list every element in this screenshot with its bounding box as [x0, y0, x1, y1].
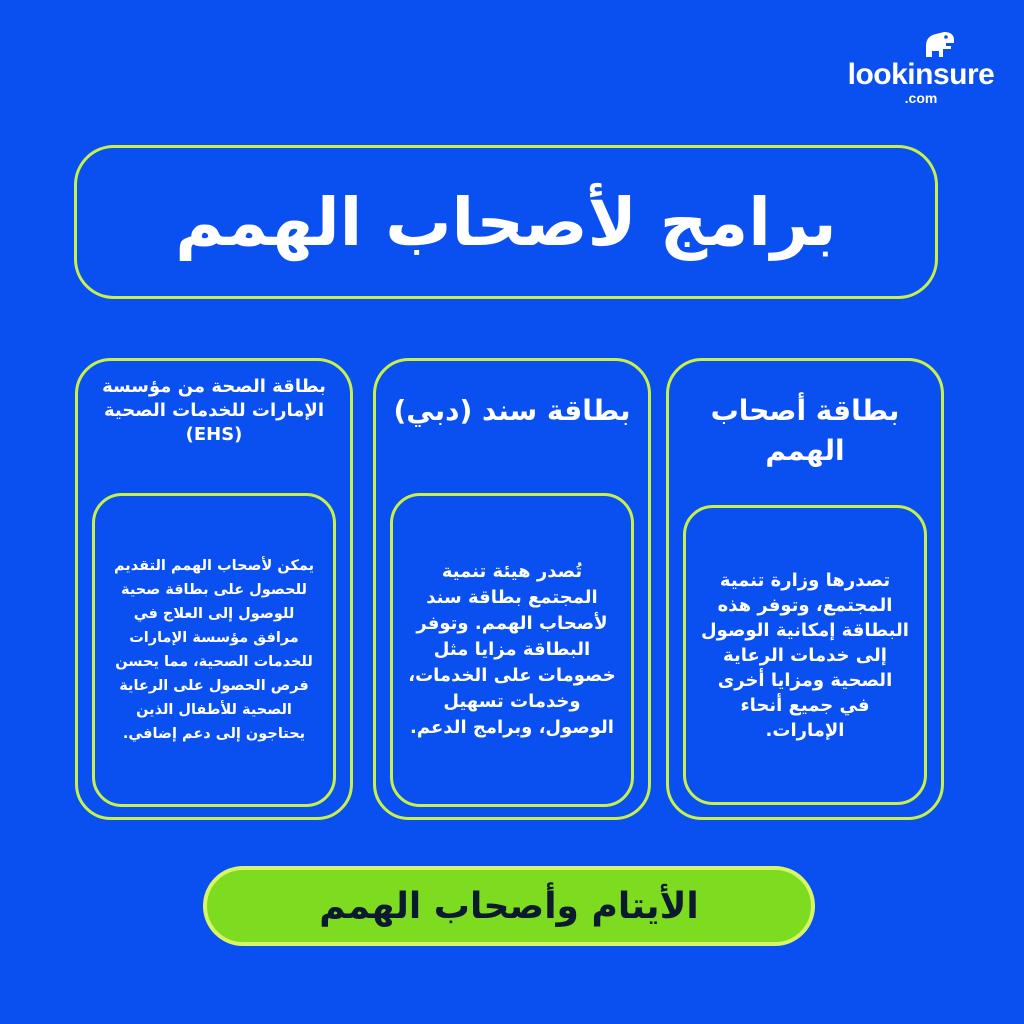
card-people-of-determination — [666, 358, 944, 820]
card-title: بطاقة الصحة من مؤسسة الإمارات للخدمات الصحية (EHS) — [102, 376, 326, 445]
card-body: تصدرها وزارة تنمية المجتمع، وتوفر هذه البطاقة إمكانية الوصول إلى خدمات الرعاية الصحية ومزايا أخرى في جميع أنحاء الإمارات. — [701, 569, 909, 741]
footer-pill — [203, 866, 815, 946]
footer-label: الأيتام وأصحاب الهمم — [319, 885, 699, 927]
brand-logo — [846, 30, 996, 110]
card-inner-box — [683, 505, 927, 805]
card-body: يمكن لأصحاب الهمم التقديم للحصول على بطاقة صحية للوصول إلى العلاج في مرافق مؤسسة الإمارات للخدمات الصحية، مما يحسن فرص الحصول على الرعاية الصحية للأطفال الذين يحتاجون إلى دعم إضافي. — [113, 558, 315, 742]
title-box — [74, 145, 938, 299]
card-inner-box — [390, 493, 634, 807]
card-title: بطاقة أصحاب الهمم — [710, 394, 900, 467]
card-ehs-health — [75, 358, 353, 820]
card-title: بطاقة سند (دبي) — [393, 394, 631, 427]
card-body: تُصدر هيئة تنمية المجتمع بطاقة سند لأصحاب الهمم. وتوفر البطاقة مزايا مثل خصومات على الخدمات، وخدمات تسهيل الوصول، وبرامج الدعم. — [408, 561, 616, 738]
dinosaur-icon — [922, 30, 956, 58]
brand-domain: .com — [904, 90, 938, 106]
card-inner-box — [92, 493, 336, 807]
brand-name: lookinsure — [847, 58, 995, 91]
page-title: برامج لأصحاب الهمم — [175, 183, 837, 261]
card-sanad-dubai — [373, 358, 651, 820]
